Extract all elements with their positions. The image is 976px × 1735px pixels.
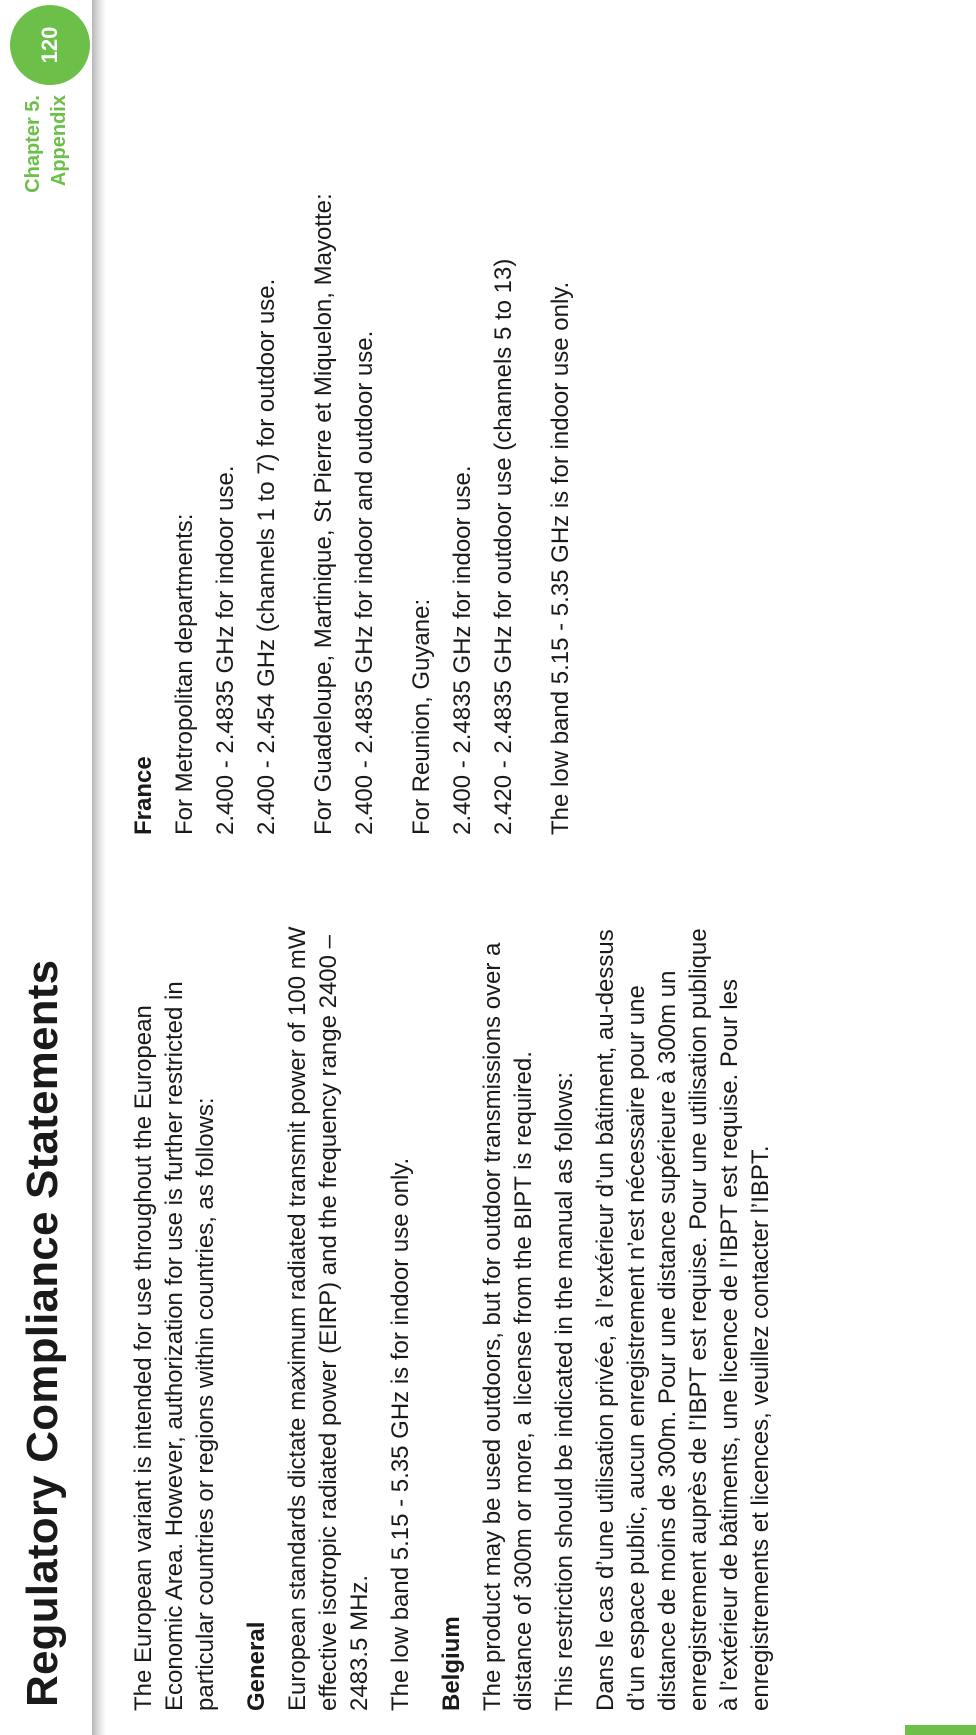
general-heading: General xyxy=(243,1621,270,1711)
general-low-band: The low band 5.15 - 5.35 GHz is for indoor use only. xyxy=(387,1157,414,1711)
belgium-french-paragraph: Dans le cas d’une utilisation privée, à l’extérieur d’un bâtiment, au-dessus d’un espace public, aucun enregistrement n’est nécessaire pour une distance de moins de 300m. Pour une distance supérieure à 300m un enregistrement auprès de l’IBPT est requise. Pour une utilisation publique à l’extérieur de bâtiments, une licence de l’IBPT est requise. Pour les enregistrements et licences, veuillez contacter l’IBPT. xyxy=(592,928,774,1711)
left-column xyxy=(128,911,786,1711)
france-low-band: The low band 5.15 - 5.35 GHz is for indoor use only. xyxy=(547,281,574,835)
intro-paragraph: The European variant is intended for use throughout the European Economic Area. However, authorization for use is further restricted in particular countries or regions within countries, as follows: xyxy=(130,981,219,1711)
page-number-badge: 120 xyxy=(10,5,90,85)
chapter-name: Appendix xyxy=(48,95,70,187)
page-title: Regulatory Compliance Statements xyxy=(18,959,67,1707)
belgium-restriction: This restriction should be indicated in the manual as follows: xyxy=(551,1072,578,1711)
belgium-heading: Belgium xyxy=(438,1616,465,1711)
guadeloupe-heading: For Guadeloupe, Martinique, St Pierre et Miquelon, Mayotte: xyxy=(310,193,337,835)
metro-line-2: 2.400 - 2.454 GHz (channels 1 to 7) for outdoor use. xyxy=(253,278,280,835)
france-heading: France xyxy=(130,756,157,835)
guadeloupe-line-1: 2.400 - 2.4835 GHz for indoor and outdoor use. xyxy=(351,330,378,835)
right-column xyxy=(128,75,586,835)
reunion-line-2: 2.420 - 2.4835 GHz for outdoor use (channels 5 to 13) xyxy=(490,258,517,835)
belgium-paragraph: The product may be used outdoors, but for outdoor transmissions over a distance of 300m or more, a license from the BIPT is required. xyxy=(479,942,537,1711)
reunion-line-1: 2.400 - 2.4835 GHz for indoor use. xyxy=(449,465,476,835)
accent-strip xyxy=(905,1725,976,1735)
chapter-number: Chapter 5. xyxy=(22,95,44,193)
chapter-label xyxy=(20,95,72,193)
metro-line-1: 2.400 - 2.4835 GHz for indoor use. xyxy=(212,465,239,835)
metro-heading: For Metropolitan departments: xyxy=(171,513,198,835)
header-divider xyxy=(92,0,106,1735)
general-paragraph: European standards dictate maximum radiated transmit power of 100 mW effective isotropic radiated power (EIRP) and the frequency range 2400 – 2483.5 MHz. xyxy=(284,926,373,1711)
reunion-heading: For Reunion, Guyane: xyxy=(408,598,435,835)
